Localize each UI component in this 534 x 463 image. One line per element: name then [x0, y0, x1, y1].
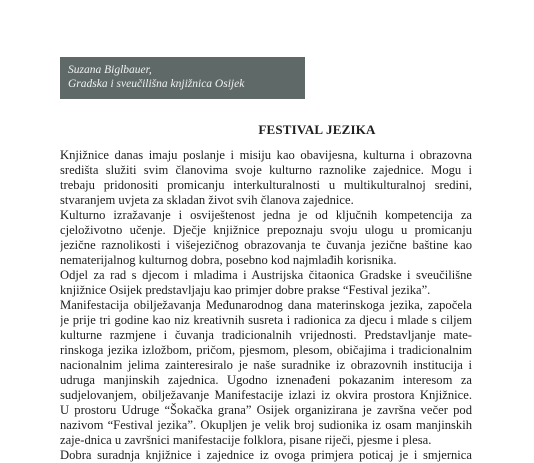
author-name: Suzana Biglbauer, [68, 64, 152, 76]
text-line: sudjelovanjem, obilježavanje Manifestacije izlazi iz okvira prostora Knjižnice. [60, 388, 472, 402]
text-line: udruga manjinskih zajednica. Ugodno iznenađeni pokazanim interesom za [60, 373, 472, 387]
text-line: središta služiti svim članovima svoje kulturno raznolike zajednice. Mogu i [60, 163, 472, 177]
author-affiliation: Gradska i sveučilišna knjižnica Osijek [68, 78, 245, 90]
text-line: Knjižnice danas imaju poslanje i misiju kao obavijesna, kulturna i obrazovna [60, 148, 472, 162]
text-line: trebaju pridonositi promicanju interkulturalnosti u multikulturalnoj sredini, [60, 178, 472, 192]
text-line: Manifestacija obilježavanja Međunarodnog dana materinskoga jezika, započela [60, 298, 472, 312]
text-line: jezične raznolikosti i višejezičnog obrazovanja te čuvanja jezične baštine kao [60, 238, 472, 252]
text-line: cjeloživotno učenje. Dječje knjižnice prepoznaju svoju ulogu u promicanju [60, 223, 472, 237]
text-line: Kulturno izražavanje i osviještenost jedna je od ključnih kompetencija za [60, 208, 472, 222]
text-line: zaje-dnica u završnici manifestacije folklora, pisane riječi, pjesme i plesa. [60, 433, 432, 447]
text-line: je prije tri godine kao niz kreativnih susreta i radionica za djecu i mlade s ciljem [60, 313, 472, 327]
article-body [60, 148, 472, 463]
text-line: nematerijalnog kulturnog dobra, posebno kod najmlađih korisnika. [60, 253, 397, 267]
text-line: rinskoga jezika izložbom, pričom, pjesmom, plesom, običajima i tradicionalnim [60, 343, 472, 357]
text-line: knjižnice Osijek predstavljaju kao primjer dobre prakse “Festival jezika”. [60, 283, 431, 297]
text-line: nacionalnim jelima zainteresiralo je naše suradnike iz obrazovnih institucija i [60, 358, 472, 372]
text-line: Odjel za rad s djecom i mladima i Austrijska čitaonica Gradske i sveučilišne [60, 268, 472, 282]
text-line: U prostoru Udruge “Šokačka grana” Osijek organizirana je završna večer pod [60, 403, 472, 417]
text-line: stvaranjem uvjeta za skladan život svih članova zajednice. [60, 193, 354, 207]
text-line: kulturne razmjene i čuvanja tradicionalnih vrijednosti. Predstavljanje mate- [60, 328, 472, 342]
author-info-box [60, 57, 305, 99]
text-line: Dobra suradnja knjižnice i zajednice iz ovoga primjera poticaj je i smjernica [60, 448, 472, 462]
article-title: FESTIVAL JEZIKA [258, 122, 376, 137]
text-line: nazivom “Festival jezika”. Okupljen je velik broj sudionika iz osam manjinskih [60, 418, 472, 432]
